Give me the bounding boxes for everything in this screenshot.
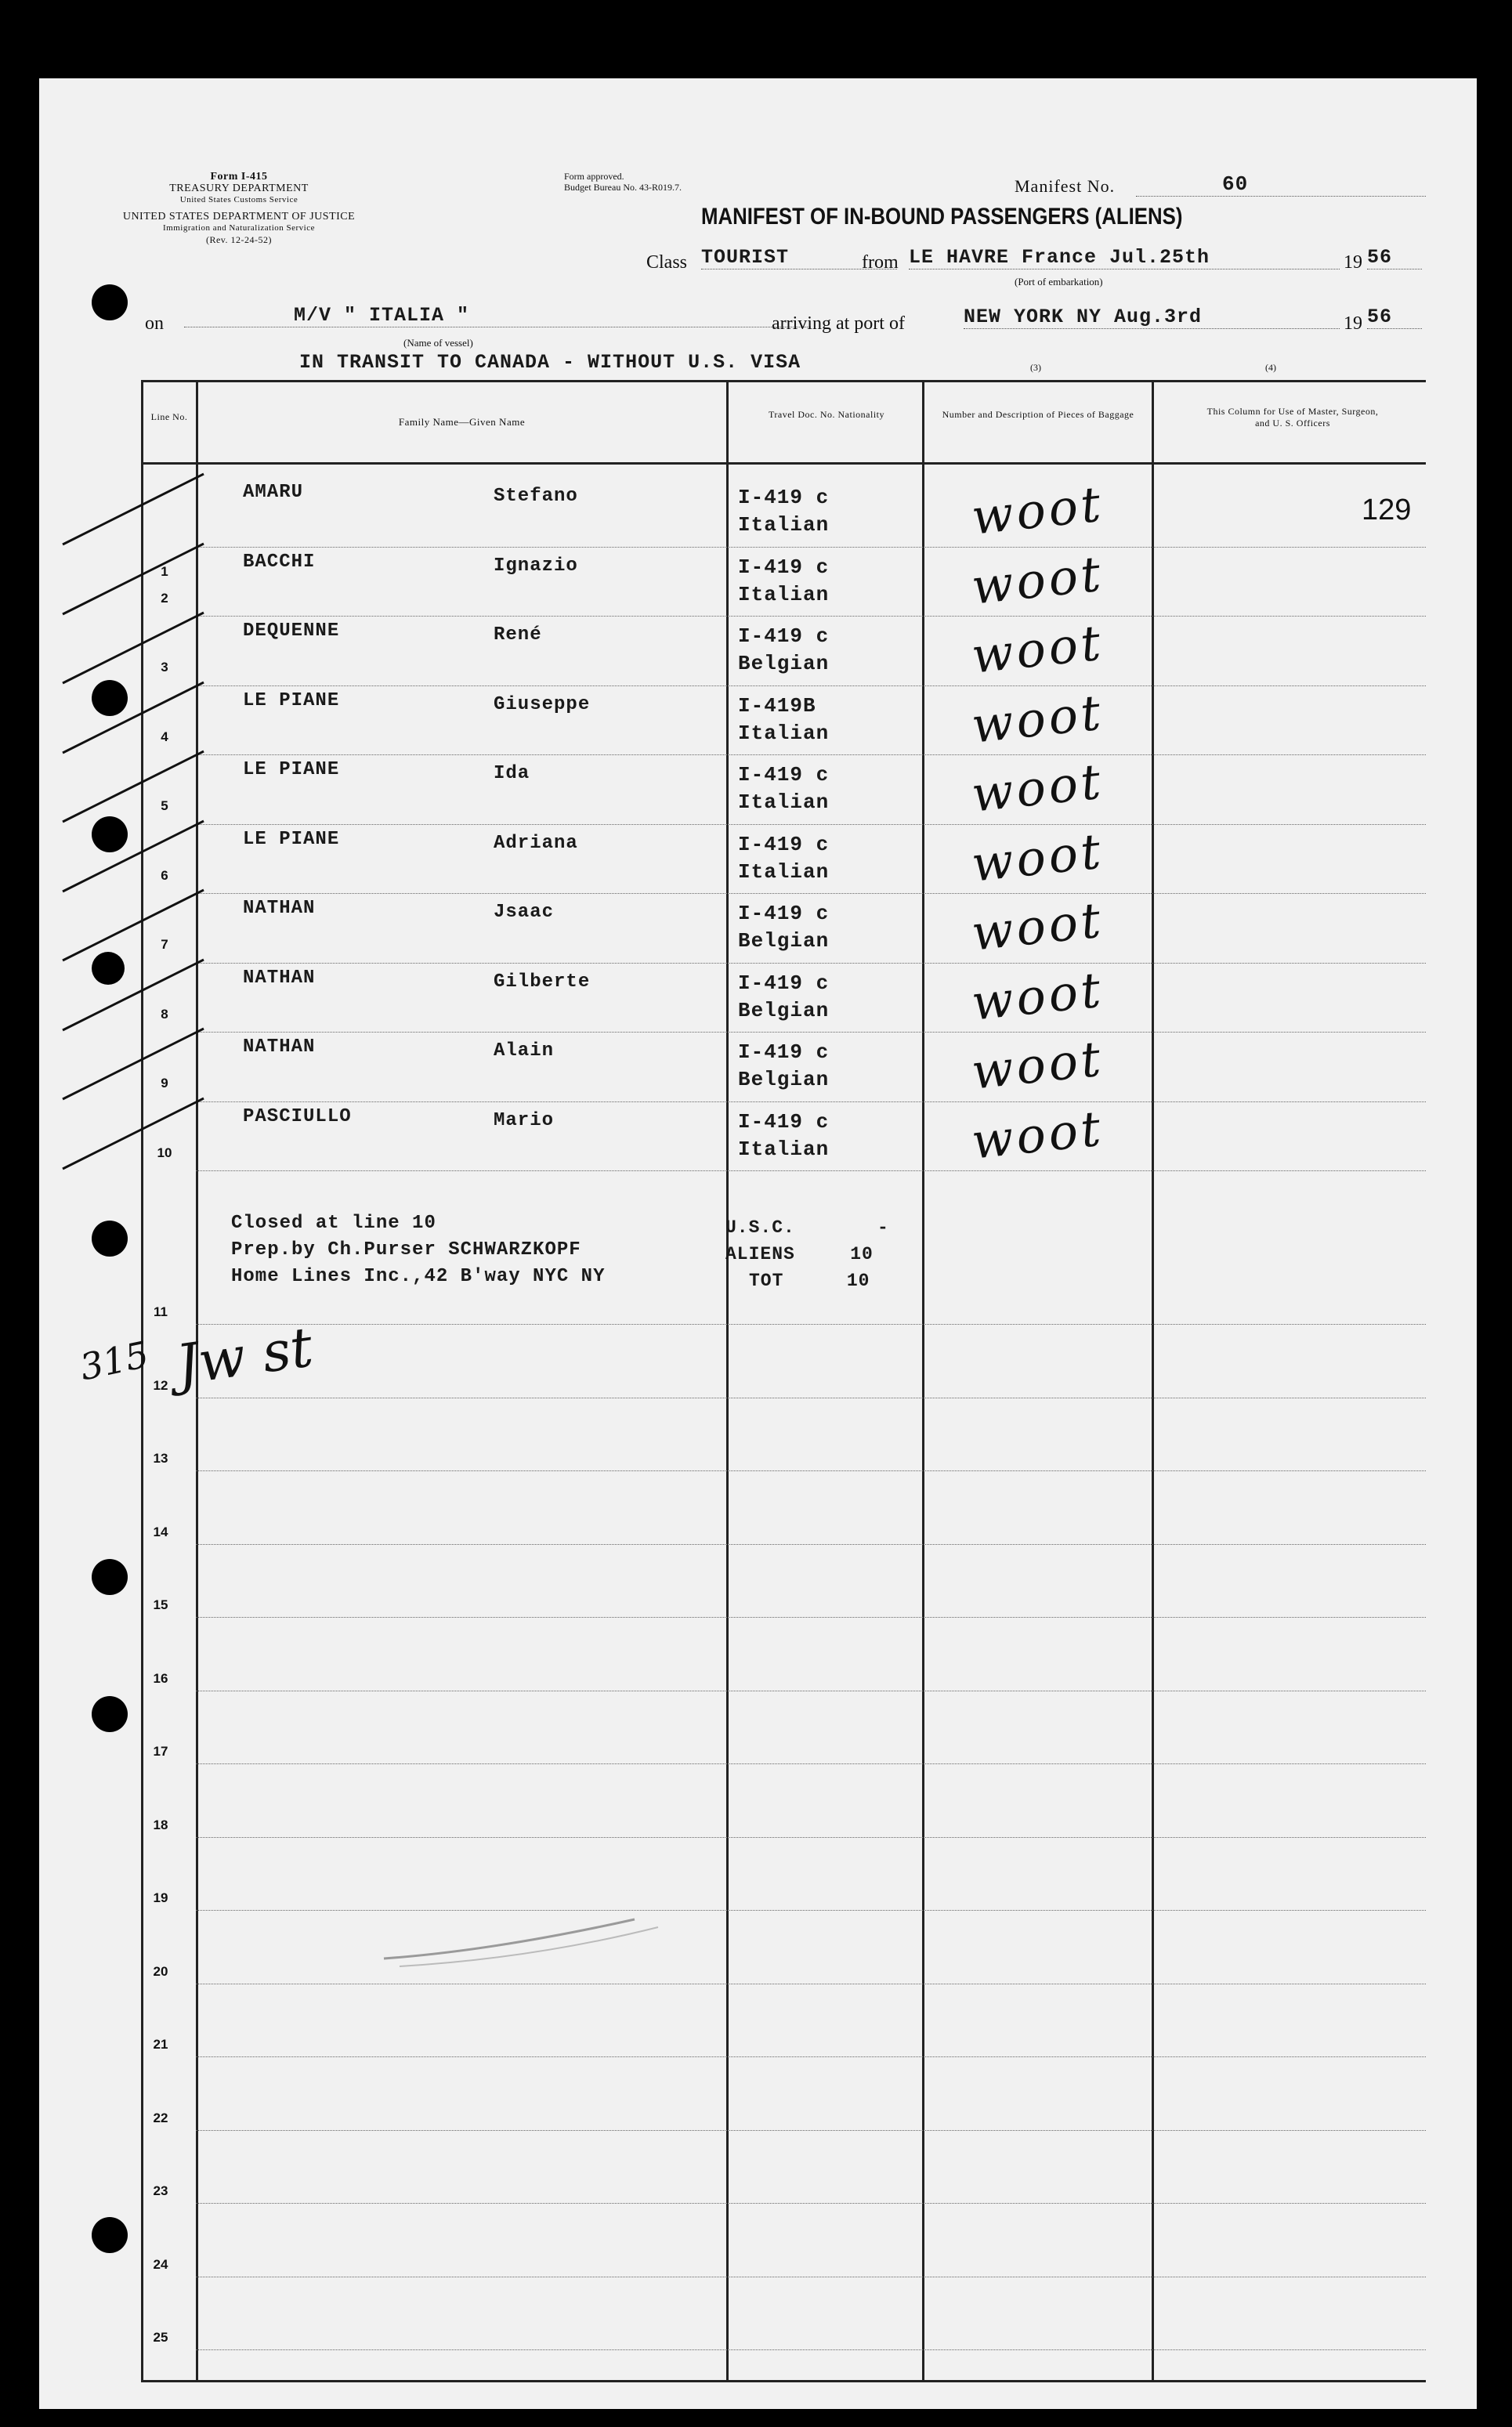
baggage-handwriting: woot bbox=[968, 1098, 1106, 1170]
aliens-label: ALIENS bbox=[725, 1244, 795, 1264]
binder-hole bbox=[92, 952, 125, 985]
handwritten-initials: Jw st bbox=[172, 1315, 317, 1398]
line-number: 4 bbox=[161, 729, 168, 744]
treasury-dept: TREASURY DEPARTMENT bbox=[169, 183, 309, 194]
nationality: Belgian bbox=[738, 652, 830, 675]
row-divider bbox=[196, 754, 1426, 755]
manifest-label: Manifest No. bbox=[1015, 176, 1116, 196]
line-number: 11 bbox=[154, 1304, 168, 1319]
transit-note: IN TRANSIT TO CANADA - WITHOUT U.S. VISA bbox=[299, 351, 801, 374]
row-divider bbox=[196, 893, 1426, 894]
home-lines: Home Lines Inc.,42 B'way NYC NY bbox=[231, 1266, 606, 1287]
ins-service: Immigration and Naturalization Service bbox=[162, 223, 316, 233]
family-name: LE PIANE bbox=[243, 759, 340, 780]
vessel-name: M/V " ITALIA " bbox=[184, 304, 811, 327]
col-header-travel: Travel Doc. No. Nationality bbox=[768, 409, 885, 420]
travel-doc: I-419 c bbox=[738, 902, 830, 925]
baggage-handwriting: woot bbox=[968, 613, 1106, 685]
year-1: 56 bbox=[1367, 246, 1422, 269]
line-number: 21 bbox=[153, 2037, 168, 2052]
year-prefix-1: 19 bbox=[1344, 252, 1362, 273]
faint-stamp-mark bbox=[376, 1912, 705, 1974]
row-divider bbox=[196, 1544, 1426, 1545]
line-number: 13 bbox=[153, 1451, 168, 1466]
arriving-value: NEW YORK NY Aug.3rd bbox=[964, 306, 1340, 329]
row-divider bbox=[196, 1101, 1426, 1102]
given-name: Ida bbox=[494, 763, 530, 784]
given-name: Adriana bbox=[494, 832, 578, 854]
form-number: Form I-415 bbox=[210, 171, 268, 183]
binder-hole bbox=[92, 284, 128, 320]
travel-doc: I-419 c bbox=[738, 763, 830, 787]
row-divider bbox=[196, 685, 1426, 686]
year-2: 56 bbox=[1367, 306, 1422, 329]
travel-doc: I-419 c bbox=[738, 1040, 830, 1064]
table-row bbox=[39, 613, 1477, 690]
checkmark-stroke bbox=[55, 1091, 212, 1177]
family-name: NATHAN bbox=[243, 967, 316, 989]
row-divider bbox=[196, 824, 1426, 825]
class-label: Class bbox=[646, 252, 688, 273]
tot-label: TOT bbox=[749, 1271, 784, 1291]
binder-hole bbox=[92, 1221, 128, 1257]
baggage-handwriting: woot bbox=[968, 475, 1106, 546]
nationality: Belgian bbox=[738, 1068, 830, 1091]
nationality: Italian bbox=[738, 1137, 830, 1161]
row-divider bbox=[196, 1324, 1426, 1325]
arriving-label: arriving at port of bbox=[772, 313, 905, 334]
baggage-handwriting: woot bbox=[968, 891, 1106, 962]
closing-line: Closed at line 10 bbox=[231, 1213, 436, 1234]
line-number: 10 bbox=[157, 1145, 172, 1160]
given-name: Jsaac bbox=[494, 902, 555, 923]
baggage-handwriting: woot bbox=[968, 682, 1106, 754]
budget-bureau: Budget Bureau No. 43-R019.7. bbox=[564, 182, 682, 193]
line-number: 19 bbox=[153, 1890, 168, 1905]
row-divider bbox=[196, 1617, 1426, 1618]
row-divider bbox=[196, 1910, 1426, 1911]
form-approved: Form approved. bbox=[564, 171, 624, 182]
baggage-handwriting: woot bbox=[968, 752, 1106, 823]
nationality: Italian bbox=[738, 721, 830, 745]
usc-label: U.S.C. bbox=[725, 1217, 795, 1238]
row-divider bbox=[196, 2203, 1426, 2204]
line-number: 20 bbox=[153, 1963, 168, 1979]
approval-block bbox=[564, 171, 682, 193]
nationality: Belgian bbox=[738, 998, 830, 1022]
nationality: Italian bbox=[738, 790, 830, 814]
col3-mark: (3) bbox=[1030, 362, 1041, 373]
travel-doc: I-419 c bbox=[738, 971, 830, 995]
travel-doc: I-419 c bbox=[738, 486, 830, 509]
col-header-officers: This Column for Use of Master, Surgeon, and U. S. Officers bbox=[1206, 406, 1379, 429]
row-divider bbox=[196, 2130, 1426, 2131]
table-row bbox=[39, 1098, 1477, 1176]
class-value: TOURIST bbox=[701, 246, 897, 269]
form-dept-block bbox=[114, 171, 364, 246]
justice-dept: UNITED STATES DEPARTMENT OF JUSTICE bbox=[122, 211, 356, 222]
travel-doc: I-419 c bbox=[738, 624, 830, 648]
table-row bbox=[39, 960, 1477, 1037]
line-number: 18 bbox=[153, 1817, 168, 1832]
family-name: NATHAN bbox=[243, 1036, 316, 1058]
line-number: 15 bbox=[153, 1597, 168, 1612]
baggage-handwriting: woot bbox=[968, 960, 1106, 1032]
usc-value: - bbox=[877, 1217, 889, 1238]
row-divider bbox=[196, 2056, 1426, 2057]
col-header-line: Line No. bbox=[150, 411, 188, 422]
row-divider bbox=[196, 1837, 1426, 1838]
family-name: LE PIANE bbox=[243, 689, 340, 711]
line-number: 1 bbox=[161, 564, 168, 579]
travel-doc: I-419B bbox=[738, 693, 816, 718]
nationality: Italian bbox=[738, 513, 830, 537]
line-number: 12 bbox=[153, 1377, 168, 1393]
table-bottom-border bbox=[141, 2380, 1426, 2382]
table-row bbox=[39, 821, 1477, 899]
port-caption: (Port of embarkation) bbox=[1015, 276, 1103, 288]
given-name: René bbox=[494, 624, 542, 646]
tot-value: 10 bbox=[846, 1271, 870, 1291]
line-number: 14 bbox=[153, 1524, 168, 1539]
travel-doc: I-419 c bbox=[738, 555, 830, 579]
closing-block bbox=[231, 1210, 605, 1290]
line-number: 7 bbox=[161, 937, 168, 952]
col-header-name: Family Name—Given Name bbox=[398, 416, 526, 428]
row-divider bbox=[196, 547, 1426, 548]
row-divider bbox=[196, 963, 1426, 964]
row-divider bbox=[196, 1763, 1426, 1764]
line-number: 3 bbox=[161, 660, 168, 675]
family-name: DEQUENNE bbox=[243, 620, 340, 642]
family-name: LE PIANE bbox=[243, 828, 340, 850]
baggage-handwriting: woot bbox=[968, 1029, 1106, 1101]
totals-block bbox=[725, 1214, 889, 1294]
line-number: 24 bbox=[153, 2256, 168, 2272]
manifest-sheet bbox=[39, 78, 1477, 2409]
binder-hole bbox=[92, 1696, 128, 1732]
line-number: 2 bbox=[161, 590, 168, 606]
row-divider bbox=[196, 616, 1426, 617]
line-number: 8 bbox=[161, 1006, 168, 1022]
customs-service: United States Customs Service bbox=[179, 195, 298, 204]
table-row bbox=[39, 891, 1477, 968]
given-name: Gilberte bbox=[494, 971, 591, 993]
aliens-value: 10 bbox=[850, 1244, 874, 1264]
binder-hole bbox=[92, 2217, 128, 2253]
family-name: AMARU bbox=[243, 482, 304, 503]
line-number: 6 bbox=[161, 867, 168, 883]
row-divider bbox=[196, 1470, 1426, 1471]
line-number: 23 bbox=[153, 2183, 168, 2198]
from-value: LE HAVRE France Jul.25th bbox=[909, 246, 1340, 269]
family-name: NATHAN bbox=[243, 898, 316, 919]
nationality: Italian bbox=[738, 582, 830, 606]
nationality: Italian bbox=[738, 859, 830, 884]
binder-hole bbox=[92, 680, 128, 716]
travel-doc: I-419 c bbox=[738, 832, 830, 856]
binder-hole bbox=[92, 1559, 128, 1595]
row-divider bbox=[196, 1032, 1426, 1033]
from-label: from bbox=[862, 252, 899, 273]
vessel-caption: (Name of vessel) bbox=[403, 337, 473, 349]
header-bottom-border bbox=[141, 462, 1426, 465]
given-name: Stefano bbox=[494, 486, 578, 507]
line-number: 9 bbox=[161, 1076, 168, 1091]
line-number: 25 bbox=[153, 2330, 168, 2345]
handwritten-number: 315 bbox=[76, 1333, 153, 1389]
revision: (Rev. 12-24-52) bbox=[205, 234, 273, 245]
table-top-border bbox=[141, 380, 1426, 382]
table-row bbox=[39, 752, 1477, 829]
prepared-by: Prep.by Ch.Purser SCHWARZKOPF bbox=[231, 1239, 581, 1261]
col4-mark: (4) bbox=[1265, 362, 1276, 373]
given-name: Mario bbox=[494, 1109, 555, 1131]
travel-doc: I-419 c bbox=[738, 1109, 830, 1134]
row-divider bbox=[196, 2349, 1426, 2350]
page-stamp: 129 bbox=[1362, 494, 1412, 526]
baggage-handwriting: woot bbox=[968, 821, 1106, 893]
manifest-number: 60 bbox=[1136, 172, 1426, 197]
line-number: 5 bbox=[161, 798, 168, 813]
year-prefix-2: 19 bbox=[1344, 313, 1362, 334]
table-row bbox=[39, 544, 1477, 621]
given-name: Giuseppe bbox=[494, 693, 591, 715]
line-number: 22 bbox=[153, 2110, 168, 2125]
nationality: Belgian bbox=[738, 929, 830, 953]
binder-hole bbox=[92, 816, 128, 852]
line-number: 16 bbox=[153, 1670, 168, 1686]
given-name: Alain bbox=[494, 1040, 555, 1062]
family-name: PASCIULLO bbox=[243, 1105, 352, 1127]
page-title: MANIFEST OF IN-BOUND PASSENGERS (ALIENS) bbox=[701, 204, 1183, 230]
line-number: 17 bbox=[153, 1744, 168, 1759]
col-header-baggage: Number and Description of Pieces of Baggage bbox=[942, 409, 1134, 420]
table-row bbox=[39, 682, 1477, 760]
family-name: BACCHI bbox=[243, 551, 316, 573]
given-name: Ignazio bbox=[494, 555, 578, 577]
on-label: on bbox=[145, 313, 164, 334]
baggage-handwriting: woot bbox=[968, 544, 1106, 616]
row-divider bbox=[196, 1170, 1426, 1171]
table-row bbox=[39, 1029, 1477, 1106]
